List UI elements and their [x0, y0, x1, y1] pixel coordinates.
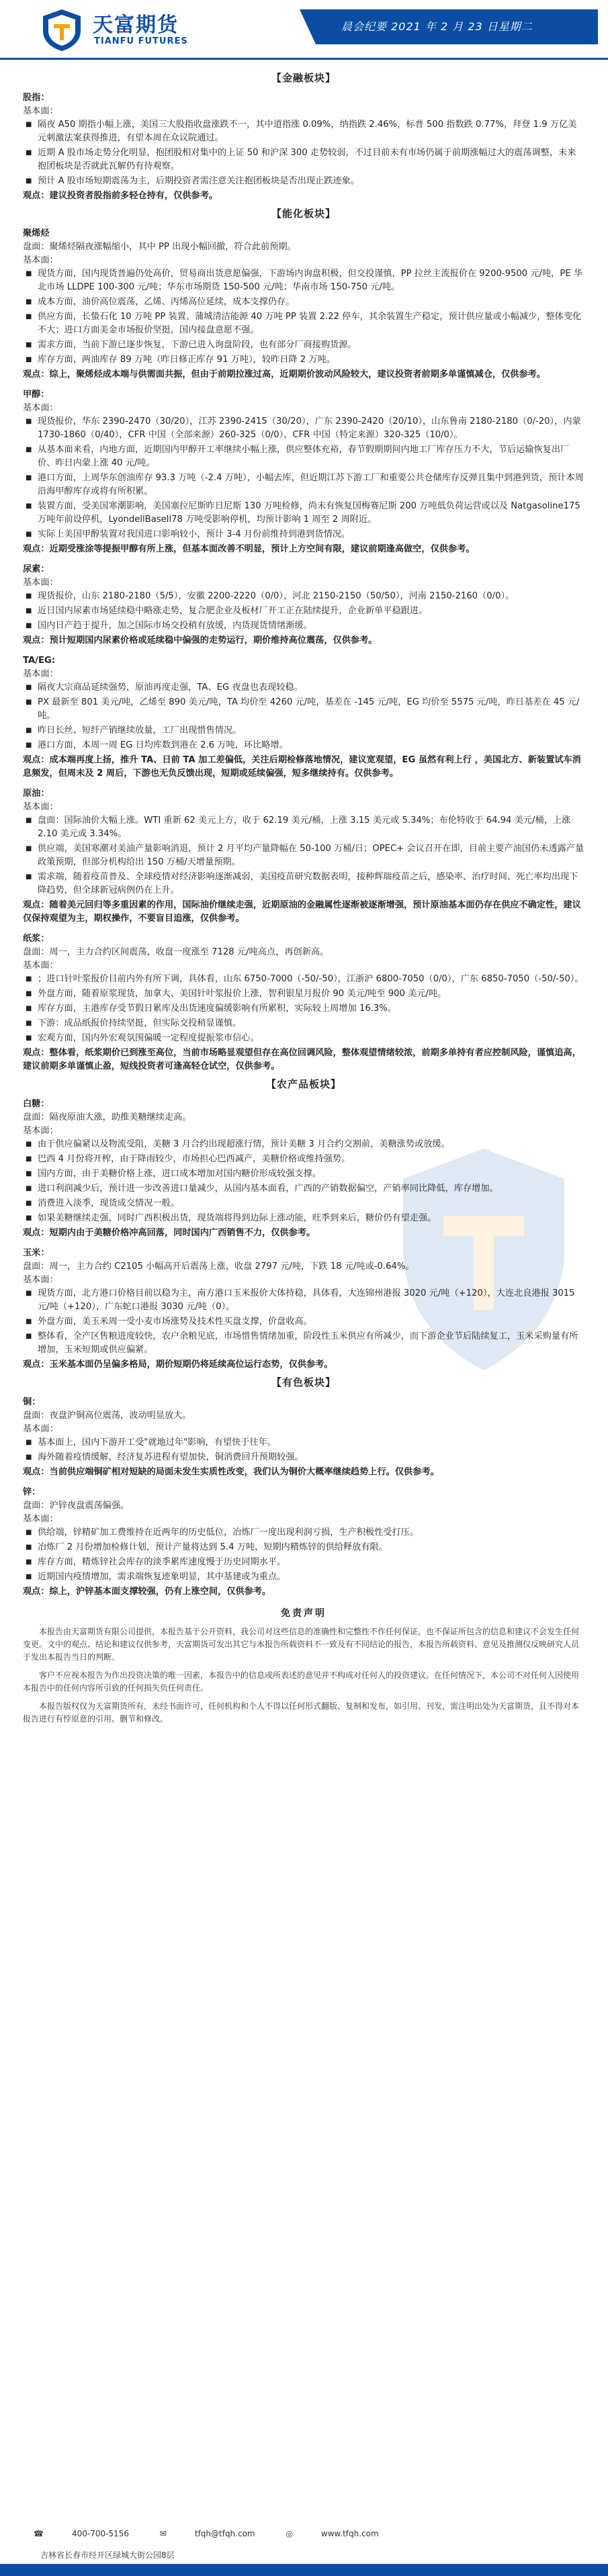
list-item: ■ 实际上美国甲醇装置对我国进口影响较小，预计 3-4 月份前维持到港到货情况。 — [38, 528, 584, 541]
pan-text: 盘面：周一，主力合约 C2105 小幅高开后震荡上涨，收盘 2797 元/吨，下跌 18 元/吨或-0.64%。 — [23, 1261, 415, 1272]
bullet-list — [23, 1526, 584, 1584]
view-text: 观点：随着美元回归等多重因素的作用，国际油价继续走强，近期原油的金融属性逐渐被逐渐增强，预计原油基本面仍存在供应不确定性，建议仅保持观望为主，期权操作，不要盲目追涨，仅供参考。 — [23, 900, 581, 924]
header-divider — [0, 58, 608, 60]
category-name: 铜： — [23, 1397, 41, 1407]
view-text: 观点：玉米基本面仍呈偏多格局，期价短期仍将延续高位运行态势，仅供参考。 — [23, 1360, 333, 1370]
bullet-list — [23, 118, 584, 188]
section-title-energy: 【能化板块】 — [271, 208, 336, 220]
section-title-agri: 【农产品板块】 — [265, 1078, 341, 1090]
bullet-list — [23, 1138, 584, 1225]
bullet-list — [23, 267, 584, 367]
list-item: ■ 海外随着疫情缓解，经济复苏进程有望加快，铜消费回升预期较强。 — [38, 1451, 584, 1464]
shield-logo-icon — [40, 8, 83, 52]
list-item: ■ 近期 A 股市场走势分化明显，抱团股相对集中的上证 50 和沪深 300 走势较弱，不过目前未有市场仍属于前期涨幅过大的震荡调整，未来抱团板块是否就此瓦解仍有待观察。 — [38, 146, 584, 173]
report-body — [23, 67, 584, 1731]
bullet-list — [23, 1436, 584, 1464]
view-text: 观点：短期内由于美糖价格冲高回落，同时国内广西销售不力，仅供参考。 — [23, 1228, 316, 1238]
category-name: 锌： — [23, 1487, 41, 1497]
view-text: 观点：整体看，纸浆期价已到涨至高位，当前市场略显观望但存在高位回调风险，整体观望情绪较浓，前期多单持有者应控制风险，谨慎追高，建议前期多单谨慎止盈，短线投资者可逢高轻仓试空，仅供参考。 — [23, 1048, 581, 1071]
bullet-list — [23, 415, 584, 541]
list-item: ■ 昨日长丝、短纤产销继续放量，工厂出现惜售情况。 — [38, 724, 584, 738]
list-item: ■ 需求端，随着疫苗普及、全球疫情对经济影响逐渐减弱，美国疫苗研究数据表明，接种辉瑞疫苗之后，感染率、治疗时间、死亡率均出现下降趋势，但全球新冠病例仍在上升。 — [38, 871, 584, 897]
basic-label: 基本面： — [23, 1126, 58, 1136]
bullet-list — [23, 1287, 584, 1357]
list-item: ■ 供应方面，长蛰石化 10 万吨 PP 装置、蒲城清洁能源 40 万吨 PP 装置 2.22 停车，其余装置生产稳定，预计供应量或小幅减少，整体变化不大；进口方面美金市场报价坚挺，国内接盘意愿不强。 — [38, 310, 584, 337]
list-item: ■ 现货报价，山东 2180-2180（5/5），安徽 2200-2220（0/0），河北 2150-2150（50/50），河南 2150-2160（0/0）。 — [38, 590, 584, 603]
category-name: 原油： — [23, 789, 50, 799]
list-item: ■ 供应端，美国寒潮对美油产量影响消退，预计 2 月平均产量降幅在 50-100 万桶/日；OPEC+ 会议召开在即，目前主要产油国仍未透露产量政策预期，但部分机构给出 150 万桶/天增量预期。 — [38, 842, 584, 869]
pan-text: 盘面：隔夜原油大涨，助推美糖继续走高。 — [23, 1112, 191, 1122]
report-date-band: 晨会纪要 2021 年 2 月 23 日星期二 — [316, 9, 598, 44]
list-item: ■ 巴西 4 月份将开榨，由于降雨较少，市场担心巴西减产，美糖价格或维持强势。 — [38, 1153, 584, 1166]
view-text: 观点：综上，聚烯烃成本端与供需面共振，但由于前期拉涨过高，近期期价波动风险较大，建议投资者前期多单谨慎减仓，仅供参考。 — [23, 369, 546, 380]
disclaimer-paragraph: 本报告由天富期货有限公司提供，本报告基于公开资料，我公司对这些信息的准确性和完整性不作任何保证，也不保证所包含的信息和建议不会发生任何变更。文中的观点、结论和建议仅供参考，天富期货可发出其它与本报告所载资料不一致及有不同结论的报告，本报告所载资料、意见及推测仅反映研究人员于发出本报告当日的判断。 — [23, 1627, 580, 1662]
footer-website[interactable]: www.tfqh.com — [320, 2529, 379, 2538]
brand-name-cn: 天富期货 — [93, 13, 179, 37]
list-item: ■ 现货方面，北方港口价格目前以稳为主，南方港口玉米报价大体持稳，具体看，大连锦州港报 3020 元/吨（+120），大连北良港报 3015 元/吨（+120），广东蛇口港报 3030 元/吨（0）。 — [38, 1287, 584, 1314]
list-item: ■ 冶炼厂 2 月份增加检修计划，预计产量将达到 5.4 万吨，短期内精炼锌的供给释放有限。 — [38, 1541, 584, 1554]
mail-icon: ✉ — [159, 2529, 167, 2538]
list-item: ■ 预计 A 股市场短期震荡为主，后期投资者需注意关注抱团板块是否出现止跌迹象。 — [38, 175, 584, 188]
basic-label: 基本面： — [23, 961, 58, 971]
list-item: ■ 隔夜大宗商品延续强势，原油再度走强，TA、EG 夜盘也表现较稳。 — [38, 681, 584, 695]
list-item: ■ 基本面上，国内下游开工受"就地过年"影响，有望快于往年。 — [38, 1436, 584, 1450]
footer-stripe — [0, 2564, 608, 2576]
list-item: ■ 供给端，锌精矿加工费维持在近两年的历史低位，冶炼厂一度出现利润亏损，生产积极性受打压。 — [38, 1526, 584, 1540]
list-item: ■ 进口利润减少后，预计进一步改善进口量减少，从国内基本面看，广西的产销数据偏空，产销率同比降低，库存增加。 — [38, 1182, 584, 1196]
section-title-finance: 【金融板块】 — [271, 72, 336, 84]
company-logo — [40, 7, 289, 55]
basic-label: 基本面： — [23, 1424, 58, 1434]
list-item: ■ 需求方面，当前下游已逐步恢复，下游已进入询盘阶段，也有部分厂商接购货源。 — [38, 339, 584, 352]
category-name: 纸浆： — [23, 934, 50, 944]
basic-label: 基本面： — [23, 106, 58, 116]
category-name: TA/EG: — [23, 656, 56, 666]
disclaimer-body — [23, 1626, 584, 1726]
basic-label: 基本面： — [23, 403, 58, 413]
disclaimer-paragraph: 客户不应视本报告为作出投资决策的唯一因素，本报告中的信息或所表述的意见并不构成对任何人的投资建议。在任何情况下，本公司不对任何人因使用本报告中的任何内容所引致的任何损失负任何责任。 — [23, 1671, 580, 1693]
list-item: ■ 下游：成品纸报价持续坚挺，但实际交投稍显谨慎。 — [38, 1017, 584, 1030]
view-text: 观点：成本端再度上扬，推升 TA、日前 TA 加工差偏低，关注后期检修落地情况，建议宽观望，EG 虽然有利上行 ，美国北方、新装置试车消息频发，但周末及 2 周后，下游也无负反馈出现，短期或延续偏强，短多继续持有。仅供参考。 — [23, 755, 581, 779]
footer-email[interactable]: tfqh@tfqh.com — [194, 2529, 255, 2538]
section-title-metal: 【有色板块】 — [271, 1376, 336, 1388]
list-item: ■ 库存方面，精炼锌社会库存的淡季累库速度慢于历史同期水平。 — [38, 1556, 584, 1569]
pan-text: 盘面：聚烯烃隔夜涨幅缩小，其中 PP 出现小幅回撤，符合此前预期。 — [23, 242, 296, 252]
list-item: ■ 宏观方面，国内外宏观氛围偏暖一定程度提振浆市信心。 — [38, 1032, 584, 1045]
footer-address: 吉林省长春市经开区绿城大街公园8层 — [40, 2550, 175, 2560]
list-item: ■ 外盘方面，美玉米周一受小麦市场涨势及技术性买盘支撑，价盘收高。 — [38, 1315, 584, 1329]
list-item: ■ 库存方面，两油库存 89 万吨（昨日修正库存 91 万吨），较昨日降 2 万吨。 — [38, 353, 584, 367]
basic-label: 基本面： — [23, 1275, 58, 1285]
list-item: ■ 从基本面来看，内地方面，近期国内甲醇开工率继续小幅上涨，供应整体充裕，春节假期期间内地工厂库存压力不大，节后运输恢复出厂价、昨日内蒙上涨 40 元/吨。 — [38, 443, 584, 470]
list-item: ■ 隔夜 A50 期指小幅上涨，美国三大股指收盘涨跌不一，其中道指涨 0.09%，纳指跌 2.46%，标普 500 指数跌 0.77%，拜登 1.9 万亿美元刺激法案获得推进，有望本周在众议院通过。 — [38, 118, 584, 145]
list-item: ■ 近期国内疫情增加，需求端恢复迹象明显，其中基建或为重点。 — [38, 1570, 584, 1584]
list-item: ■ 现货方面，国内现货普遍仍处高价，贸易商出货意愿偏强，下游场内询盘积极，但交投谨慎，PP 拉丝主流报价在 9200-9500 元/吨，PE 华北市场 LLDPE 100-300 元/吨；华东市场期货 150-500 元/吨；华南市场 150-750 元/吨。 — [38, 267, 584, 294]
list-item: ■ 盘面：国际油价大幅上涨。WTI 重新 62 美元上方，收于 62.19 美元/桶，上涨 3.15 美元或 5.34%；布伦特收于 64.94 美元/桶，上涨 2.10 美元或 3.34%。 — [38, 814, 584, 841]
list-item: ■ 库存方面，主港库存受节假日累库及出货速度偏缓影响有所累积，实际较上周增加 16.3%。 — [38, 1002, 584, 1016]
pan-text: 盘面：周一，主力合约区间震荡，收盘一度涨至 7128 元/吨高点，再创新高。 — [23, 947, 329, 957]
category-name: 玉米： — [23, 1248, 50, 1258]
report-footer — [0, 2522, 608, 2576]
list-item: ■ 现货报价，华东 2390-2470（30/20），江苏 2390-2415（30/20），广东 2390-2420（20/10），山东鲁南 2180-2180（0/-20），内蒙 1730-1860（0/40），CFR 中国（全部来源）260-325（0/0），CFR 中国（特定来源）320-325（10/0）。 — [38, 415, 584, 442]
list-item: ■ 消费进入淡季，现货成交情况一般。 — [38, 1197, 584, 1210]
view-text: 观点：近期受涨涂等提振甲醇有所上涨，但基本面改善不明显，预计上方空间有限，建议前期逢高做空，仅供参考。 — [23, 544, 475, 554]
globe-icon: ◎ — [286, 2529, 293, 2538]
view-text: 观点：综上，沪锌基本面支撑较强，仍有上涨空间，仅供参考。 — [23, 1587, 271, 1597]
report-header — [0, 0, 608, 62]
category-name: 聚烯烃 — [23, 228, 50, 238]
list-item: ■ 整体看，全产区售粮进度较快，农户余粮见底，市场惜售情绪加重，阶段性玉米供应有所减少，而下游企业节后陆续复工，玉米采购量有所增加，玉米短期或供应偏紧。 — [38, 1330, 584, 1357]
list-item: ■ 国内日产趋于提升，加之国际市场交投稍有放缓，内货现货情绪渐缓。 — [38, 619, 584, 633]
list-item: ■ 港口方面，本周一周 EG 日均库数到港在 2.6 万吨，环比略增。 — [38, 739, 584, 752]
list-item: ■ 如果美糖继续走强，同时广西积极出货，现货端将得到边际上涨动能，旺季到来后，糖价仍有望走强。 — [38, 1212, 584, 1225]
list-item: ■ 成本方面，油价高位震荡，乙烯、丙烯高位延续，成本支撑仍存。 — [38, 296, 584, 309]
disclaimer-paragraph: 本报告版权仅为天富期货所有，未经书面许可，任何机构和个人不得以任何形式翻版、复制和发布，如引用、刊发，需注明出处为天富期货，且不得对本报告进行有悖原意的引用、删节和修改。 — [23, 1701, 580, 1724]
list-item: ■ 装置方面，受美国寒潮影响，美国塞拉尼斯昨日尼斯 130 万吨检修，尚未有恢复国梅赛尼斯 200 万吨低负荷运营或以及 Natgasoline175 万吨年前设停机，LyondellBasell78 万吨受影响停机，均预计影响 1 周至 2 周附近。 — [38, 500, 584, 527]
basic-label: 基本面： — [23, 255, 58, 265]
list-item: ■ 由于供应偏紧以及物流受阻，美糖 3 月合约出现超涨行情，预计美糖 3 月合约交割前，美糖涨势或放缓。 — [38, 1138, 584, 1151]
phone-icon: ☎ — [34, 2529, 44, 2538]
pan-text: 盘面：夜盘沪铜高位震荡，波动明显放大。 — [23, 1411, 191, 1421]
bullet-list — [23, 590, 584, 633]
pan-text: 盘面：沪锌夜盘震荡偏强。 — [23, 1501, 130, 1511]
footer-phone: 400-700-5156 — [71, 2529, 129, 2538]
view-text: 观点：预计短期国内尿素价格或延续稳中偏强的走势运行，期价维持高位震荡，仅供参考。 — [23, 635, 378, 646]
category-name: 股指： — [23, 93, 50, 103]
basic-label: 基本面： — [23, 578, 58, 588]
bullet-list — [23, 681, 584, 752]
category-name: 白糖： — [23, 1099, 50, 1109]
bullet-list — [23, 814, 584, 897]
category-name: 尿素： — [23, 564, 50, 574]
list-item: ■ 港口方面，上周华东创油库存 93.3 万吨（-2.4 万吨），小幅去库，但近期江苏下游工厂和重要公共仓储库存反弹且集中到港到货，预计本周沿海甲醇库存或将有所积累。 — [38, 472, 584, 498]
disclaimer-title: 免责声明 — [281, 1608, 327, 1619]
list-item: ■ 近日国内尿素市场延续稳中略涨走势，复合肥企业及板材厂开工正在陆续提升，企业新单平稳跟进。 — [38, 605, 584, 618]
list-item: ■ PX 最新至 801 美元/吨，乙烯至 890 美元/吨，TA 均价至 4260 元/吨，基差在 -145 元/吨，EG 均价至 5575 元/吨，昨日基差在 45 元/吨。 — [38, 696, 584, 723]
list-item: ■ ；进口针叶浆报价目前内外有所下调，具体看，山东 6750-7000（-50/-50），江浙沪 6800-7050（0/0），广东 6850-7050（-50/-50）。 — [38, 973, 584, 986]
basic-label: 基本面： — [23, 669, 58, 679]
list-item: ■ 国内方面，由于美糖价格上涨，进口成本增加对国内糖价形成较强支撑。 — [38, 1167, 584, 1181]
basic-label: 基本面： — [23, 802, 58, 812]
list-item: ■ 外盘方面，随着原浆现货，加拿大、美国针叶浆报价上涨，智利银星月报价 90 美元/吨至 900 美元/吨。 — [38, 987, 584, 1001]
view-text: 观点：当前供应端铜矿相对短缺的局面未发生实质性改变，我们认为铜价大概率继续趋势上行。仅供参考。 — [23, 1467, 439, 1477]
view-text: 观点：建议投资者股指前多轻仓持有，仅供参考。 — [23, 191, 218, 201]
category-name: 甲醇： — [23, 390, 50, 400]
basic-label: 基本面： — [23, 1514, 58, 1524]
brand-name-en: TIANFU FUTURES — [94, 36, 188, 46]
footer-contacts — [34, 2529, 407, 2538]
bullet-list — [23, 973, 584, 1045]
